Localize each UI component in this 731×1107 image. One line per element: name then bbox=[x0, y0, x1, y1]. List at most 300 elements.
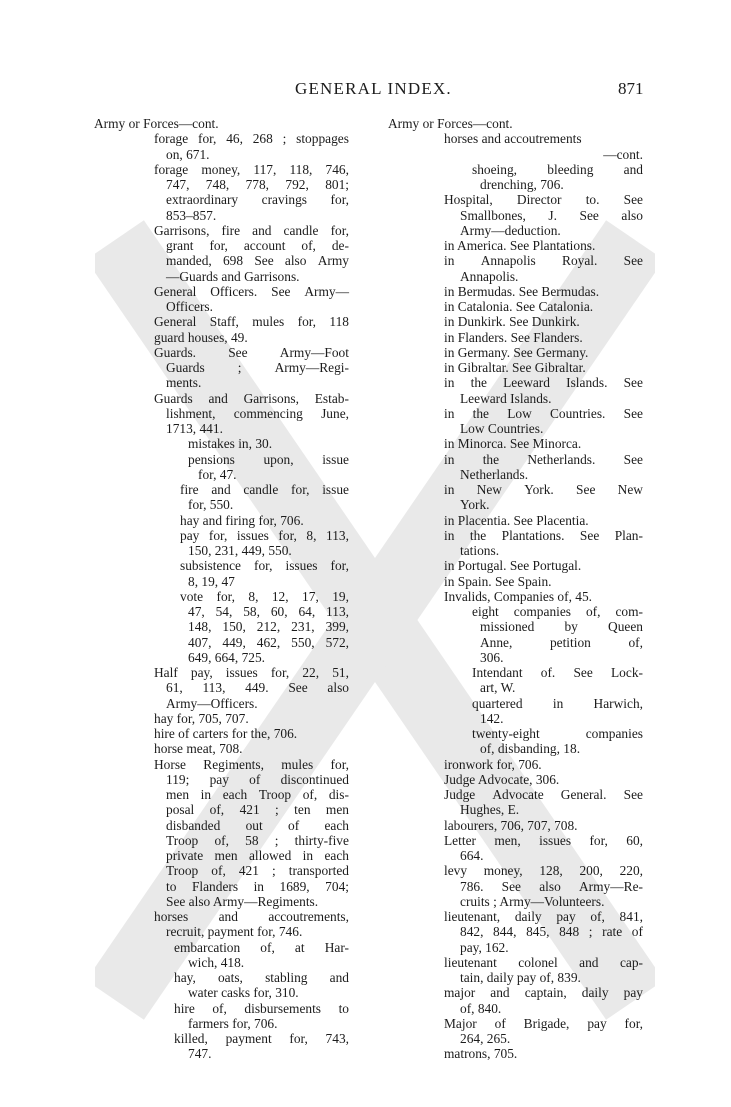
index-text: in America. See Plantations. bbox=[444, 238, 596, 253]
index-word: the bbox=[469, 527, 487, 543]
index-word: by bbox=[564, 619, 578, 635]
index-word: daily bbox=[581, 985, 609, 1001]
index-word: for, bbox=[330, 192, 349, 208]
index-word: J. bbox=[548, 207, 557, 223]
index-line bbox=[94, 604, 349, 619]
index-word: 47, bbox=[188, 604, 205, 619]
index-word: 58, bbox=[243, 604, 260, 619]
index-word: vote bbox=[180, 588, 204, 604]
index-word: of. bbox=[540, 665, 556, 680]
index-word: commencing bbox=[233, 405, 303, 421]
index-line bbox=[94, 772, 349, 787]
index-line bbox=[388, 558, 643, 573]
index-text: guard houses, 49. bbox=[154, 329, 248, 345]
index-text: 1713, 441. bbox=[166, 421, 223, 436]
index-word: for, bbox=[254, 558, 273, 574]
index-line bbox=[94, 924, 349, 939]
index-word: transported bbox=[288, 863, 349, 879]
index-word: ; bbox=[282, 131, 287, 147]
index-word: 58 bbox=[245, 832, 259, 848]
index-word: in bbox=[302, 848, 314, 863]
index-word: Army—Foot bbox=[279, 344, 349, 360]
index-word: in bbox=[444, 253, 455, 269]
index-line bbox=[94, 360, 349, 375]
index-word: Advocate bbox=[492, 787, 544, 802]
index-line bbox=[94, 238, 349, 253]
index-text: in Minorca. See Minorca. bbox=[444, 436, 582, 452]
index-word: 8, bbox=[248, 588, 259, 604]
index-line bbox=[388, 208, 643, 223]
index-line bbox=[94, 406, 349, 421]
index-text: in Bermudas. See Bermudas. bbox=[444, 283, 600, 299]
index-word: each bbox=[324, 848, 349, 863]
index-word: oats, bbox=[217, 970, 243, 985]
index-text: Invalids, Companies of, 45. bbox=[444, 588, 593, 604]
index-line bbox=[388, 589, 643, 604]
index-text: of, 840. bbox=[460, 1000, 502, 1016]
index-word: grant bbox=[166, 238, 194, 253]
index-word: 54, bbox=[215, 604, 233, 619]
index-word: 746, bbox=[325, 161, 349, 177]
index-text: mistakes in, 30. bbox=[188, 436, 273, 452]
index-word: Estab- bbox=[314, 390, 349, 406]
index-word: See bbox=[623, 451, 643, 467]
index-word: 119; bbox=[166, 771, 190, 787]
index-word: money, bbox=[483, 863, 523, 879]
index-word: payment bbox=[225, 1031, 272, 1046]
index-line bbox=[388, 802, 643, 817]
index-line bbox=[388, 421, 643, 436]
index-line bbox=[94, 299, 349, 314]
index-line bbox=[388, 162, 643, 177]
index-line bbox=[94, 818, 349, 833]
index-text: on, 671. bbox=[166, 146, 210, 162]
index-line bbox=[94, 574, 349, 589]
index-word: and bbox=[623, 161, 643, 177]
index-text: Army or Forces—cont. bbox=[94, 116, 219, 131]
index-text: Army or Forces—cont. bbox=[388, 116, 513, 131]
index-word: of, bbox=[211, 863, 226, 879]
index-word: Army—Regi- bbox=[274, 360, 349, 375]
index-word: See bbox=[271, 283, 291, 299]
index-word: 19, bbox=[332, 588, 349, 604]
index-text: farmers for, 706. bbox=[188, 1015, 278, 1031]
index-word: See bbox=[623, 253, 643, 269]
index-word: 449. bbox=[245, 680, 269, 696]
index-word: Smallbones, bbox=[460, 207, 526, 223]
index-text: recruit, payment for, 746. bbox=[166, 924, 303, 940]
index-line bbox=[94, 619, 349, 634]
index-line bbox=[388, 436, 643, 451]
index-line bbox=[388, 833, 643, 848]
index-word: pay bbox=[587, 1015, 607, 1031]
index-line bbox=[388, 696, 643, 711]
index-line bbox=[94, 1046, 349, 1061]
index-word: major bbox=[444, 985, 476, 1001]
index-word: 801; bbox=[325, 177, 349, 192]
index-line bbox=[94, 955, 349, 970]
index-word: bleeding bbox=[547, 161, 594, 177]
index-word: ; bbox=[237, 360, 242, 375]
index-line bbox=[388, 116, 643, 131]
index-word: out bbox=[245, 817, 263, 833]
index-column-right bbox=[388, 116, 643, 1062]
index-word: petition bbox=[549, 634, 591, 650]
index-line bbox=[94, 711, 349, 726]
index-line bbox=[94, 909, 349, 924]
index-line bbox=[94, 131, 349, 146]
index-line bbox=[388, 1046, 643, 1061]
index-word: the bbox=[482, 451, 500, 467]
index-word: pay bbox=[623, 985, 643, 1001]
index-word: New bbox=[476, 482, 502, 497]
index-word: 64, bbox=[298, 604, 316, 619]
index-text: Army—Officers. bbox=[166, 695, 258, 711]
index-line bbox=[388, 955, 643, 970]
index-line bbox=[94, 375, 349, 390]
index-word: also bbox=[621, 207, 643, 223]
index-line bbox=[388, 482, 643, 497]
index-line bbox=[388, 543, 643, 558]
index-word: Half bbox=[154, 665, 178, 680]
index-line bbox=[94, 223, 349, 238]
index-line bbox=[388, 726, 643, 741]
index-word: men bbox=[166, 787, 190, 802]
index-line bbox=[388, 345, 643, 360]
index-word: for, bbox=[330, 222, 349, 238]
index-word: com- bbox=[615, 604, 643, 619]
index-word: issues bbox=[539, 832, 572, 848]
index-text: Officers. bbox=[166, 299, 213, 314]
index-word: of, bbox=[585, 604, 601, 619]
index-text: Leeward Islands. bbox=[460, 390, 552, 406]
index-word: in bbox=[444, 482, 455, 497]
index-word: See bbox=[228, 344, 248, 360]
index-word: 848 bbox=[559, 924, 580, 940]
index-line bbox=[94, 757, 349, 772]
index-word: Troop bbox=[166, 832, 199, 848]
index-word: Director bbox=[516, 192, 562, 208]
index-word: for, bbox=[330, 558, 349, 574]
index-line bbox=[94, 269, 349, 284]
index-word: 113, bbox=[202, 680, 226, 696]
index-word: and bbox=[252, 222, 272, 238]
index-word: 22, bbox=[302, 665, 320, 680]
index-text: hay and firing for, 706. bbox=[180, 512, 304, 528]
index-word: of bbox=[631, 924, 643, 940]
index-word: Plan- bbox=[614, 527, 643, 543]
index-word: companies bbox=[513, 604, 572, 619]
index-word: of bbox=[249, 771, 261, 787]
index-line bbox=[94, 528, 349, 543]
index-word: of, bbox=[628, 634, 643, 650]
index-text: —Guards and Garrisons. bbox=[166, 268, 300, 284]
index-line bbox=[94, 833, 349, 848]
index-line bbox=[388, 772, 643, 787]
index-word: 845, bbox=[526, 924, 550, 940]
index-word: rate bbox=[602, 924, 623, 940]
index-word: Army— bbox=[304, 283, 349, 299]
index-word: 572, bbox=[325, 634, 349, 650]
index-word: 449, bbox=[222, 634, 246, 650]
index-word: at bbox=[294, 939, 305, 955]
index-word: in bbox=[444, 375, 455, 391]
index-text: drenching, 706. bbox=[480, 177, 564, 192]
index-word: stoppages bbox=[296, 131, 349, 147]
index-line bbox=[94, 589, 349, 604]
index-word: and bbox=[211, 482, 231, 497]
index-word: See bbox=[623, 787, 643, 802]
index-word: in bbox=[444, 451, 455, 467]
index-text: horses and accoutrements bbox=[444, 131, 582, 147]
index-word: missioned bbox=[480, 619, 535, 635]
index-word: 748, bbox=[205, 177, 230, 192]
index-line bbox=[388, 497, 643, 512]
index-line bbox=[94, 879, 349, 894]
index-word: General bbox=[154, 283, 197, 299]
index-word: shoeing, bbox=[472, 161, 518, 177]
index-line bbox=[388, 985, 643, 1000]
index-line bbox=[388, 863, 643, 878]
index-line bbox=[94, 192, 349, 207]
index-line bbox=[94, 543, 349, 558]
index-line bbox=[388, 223, 643, 238]
index-line bbox=[388, 467, 643, 482]
index-line bbox=[94, 650, 349, 665]
index-line bbox=[388, 574, 643, 589]
index-word: See bbox=[254, 253, 274, 269]
index-line bbox=[388, 375, 643, 390]
index-text: for, 47. bbox=[198, 466, 237, 482]
index-text: 649, 664, 725. bbox=[188, 649, 265, 665]
index-word: hay, bbox=[174, 970, 196, 985]
index-word: posal bbox=[166, 802, 195, 818]
index-word: 118 bbox=[329, 314, 349, 330]
index-text: —cont. bbox=[603, 146, 643, 162]
index-text: Hughes, E. bbox=[460, 802, 520, 818]
index-word: discontinued bbox=[280, 771, 349, 787]
index-line bbox=[388, 635, 643, 650]
index-word: 150, bbox=[222, 619, 246, 635]
index-line bbox=[388, 680, 643, 695]
index-line bbox=[94, 162, 349, 177]
index-line bbox=[94, 482, 349, 497]
index-word: 704; bbox=[325, 878, 349, 894]
index-line bbox=[388, 314, 643, 329]
index-word: Brigade, bbox=[523, 1015, 570, 1031]
index-word: Royal. bbox=[562, 253, 598, 269]
index-word: Plantations. bbox=[501, 527, 565, 543]
index-text: art, W. bbox=[480, 680, 516, 696]
index-text: in Catalonia. See Catalonia. bbox=[444, 299, 594, 314]
index-line bbox=[388, 528, 643, 543]
index-word: See bbox=[576, 482, 596, 497]
index-word: Army bbox=[317, 253, 349, 269]
index-text: hire of carters for the, 706. bbox=[154, 726, 298, 741]
page-title: GENERAL INDEX. bbox=[295, 79, 452, 98]
index-word: 421 bbox=[238, 863, 259, 879]
index-word: daily bbox=[514, 909, 542, 924]
index-word: June, bbox=[321, 405, 349, 421]
index-word: horses bbox=[154, 909, 189, 924]
index-line bbox=[388, 787, 643, 802]
index-word: Garrisons, bbox=[243, 390, 299, 406]
index-line bbox=[388, 177, 643, 192]
index-word: 1689, bbox=[279, 878, 310, 894]
index-word: disbanded bbox=[166, 817, 221, 833]
index-word: 60, bbox=[270, 604, 288, 619]
index-word: Queen bbox=[608, 619, 643, 635]
index-line bbox=[388, 665, 643, 680]
index-line bbox=[388, 970, 643, 985]
index-word: men, bbox=[494, 832, 521, 848]
index-word: each bbox=[324, 817, 349, 833]
page-number: 871 bbox=[618, 79, 644, 98]
index-text: horse meat, 708. bbox=[154, 741, 243, 757]
index-line bbox=[388, 924, 643, 939]
index-word: York. bbox=[524, 482, 554, 497]
index-text: water casks for, 310. bbox=[188, 985, 299, 1001]
index-line bbox=[94, 741, 349, 756]
index-word: and bbox=[579, 954, 599, 970]
index-line bbox=[388, 909, 643, 924]
index-word: hire bbox=[174, 1000, 195, 1016]
index-word: and bbox=[218, 909, 238, 924]
index-line bbox=[94, 635, 349, 650]
index-line bbox=[388, 1001, 643, 1016]
index-word: the bbox=[470, 375, 487, 391]
index-word: for, bbox=[289, 1031, 308, 1046]
index-line bbox=[94, 1001, 349, 1016]
index-line bbox=[94, 696, 349, 711]
index-word: each bbox=[222, 787, 248, 802]
index-word: men bbox=[214, 848, 238, 863]
index-word: Flanders bbox=[191, 878, 239, 894]
index-word: in bbox=[200, 787, 212, 802]
index-text: 264, 265. bbox=[460, 1031, 511, 1046]
index-word: for, bbox=[278, 527, 297, 543]
index-line bbox=[94, 177, 349, 192]
index-word: stabling bbox=[265, 970, 308, 985]
index-word: of, bbox=[302, 787, 318, 802]
index-word: accoutrements, bbox=[268, 909, 349, 924]
index-word: 407, bbox=[188, 634, 212, 650]
index-line bbox=[94, 1016, 349, 1031]
index-word: and bbox=[490, 985, 510, 1001]
index-text: labourers, 706, 707, 708. bbox=[444, 817, 578, 833]
index-line bbox=[388, 284, 643, 299]
index-line bbox=[94, 1031, 349, 1046]
index-word: for, bbox=[624, 1015, 643, 1031]
index-text: Army—deduction. bbox=[460, 222, 561, 238]
index-word: twenty-eight bbox=[472, 726, 540, 741]
index-line bbox=[388, 192, 643, 207]
index-text: 747. bbox=[188, 1046, 212, 1062]
index-word: also bbox=[284, 253, 307, 269]
index-word: colonel bbox=[518, 954, 558, 970]
index-word: mules bbox=[281, 756, 314, 772]
index-word: Troop bbox=[166, 863, 199, 879]
index-word: also bbox=[327, 680, 349, 696]
index-word: of, bbox=[214, 832, 229, 848]
index-text: See also Army—Regiments. bbox=[166, 893, 319, 909]
index-line bbox=[388, 619, 643, 634]
index-word: Army—Re- bbox=[579, 878, 643, 894]
index-word: Regiments, bbox=[203, 756, 264, 772]
index-text: of, disbanding, 18. bbox=[480, 741, 581, 757]
index-word: forage bbox=[154, 161, 189, 177]
index-text: pay, 162. bbox=[460, 939, 509, 955]
index-text: in Flanders. See Flanders. bbox=[444, 329, 583, 345]
index-word: embarcation bbox=[174, 939, 241, 955]
index-text: for, 550. bbox=[188, 497, 234, 513]
index-word: lieutenant bbox=[444, 954, 497, 970]
index-word: in bbox=[444, 527, 455, 543]
index-word: pensions bbox=[188, 451, 235, 467]
index-word: of bbox=[494, 1015, 506, 1031]
index-word: pay, bbox=[190, 665, 213, 680]
index-line bbox=[94, 848, 349, 863]
index-word: Low bbox=[507, 405, 532, 421]
index-word: to bbox=[338, 1000, 349, 1016]
index-word: Staff, bbox=[209, 314, 239, 330]
index-word: companies bbox=[585, 726, 643, 741]
index-word: private bbox=[166, 848, 204, 863]
index-word: of, bbox=[590, 909, 605, 924]
index-word: upon, bbox=[263, 451, 294, 467]
page-header bbox=[0, 79, 731, 103]
index-text: Annapolis. bbox=[460, 268, 519, 284]
index-word: See bbox=[623, 405, 643, 421]
index-word: 8, bbox=[306, 527, 317, 543]
index-word: See bbox=[573, 665, 593, 680]
index-word: for, bbox=[270, 665, 290, 680]
index-line bbox=[94, 513, 349, 528]
index-word: issue bbox=[322, 482, 349, 497]
index-word: ; bbox=[274, 832, 279, 848]
index-text: in Portugal. See Portugal. bbox=[444, 558, 582, 574]
index-text: in Dunkirk. See Dunkirk. bbox=[444, 314, 580, 330]
index-line bbox=[388, 1031, 643, 1046]
index-word: Guards. bbox=[154, 344, 197, 360]
index-word: 399, bbox=[325, 619, 349, 635]
index-word: lieutenant, bbox=[444, 909, 501, 924]
index-word: of, bbox=[301, 238, 316, 253]
index-word: General. bbox=[560, 787, 607, 802]
index-word: in bbox=[444, 405, 455, 421]
index-word: See bbox=[579, 207, 599, 223]
index-word: cravings bbox=[261, 192, 308, 208]
index-line bbox=[94, 894, 349, 909]
index-text: ironwork for, 706. bbox=[444, 756, 542, 772]
index-line bbox=[94, 345, 349, 360]
index-line bbox=[388, 894, 643, 909]
index-word: pay bbox=[556, 909, 576, 924]
index-text: Low Countries. bbox=[460, 421, 544, 436]
index-word: 220, bbox=[619, 863, 643, 879]
index-word: Guards bbox=[154, 390, 193, 406]
index-word: 268 bbox=[252, 131, 273, 147]
index-word: 841, bbox=[619, 909, 643, 924]
index-line bbox=[94, 116, 349, 131]
index-word: extraordinary bbox=[166, 192, 239, 208]
index-word: Netherlands. bbox=[527, 451, 596, 467]
index-word: Troop bbox=[258, 787, 292, 802]
index-line bbox=[388, 940, 643, 955]
index-line bbox=[94, 147, 349, 162]
index-line bbox=[388, 513, 643, 528]
index-line bbox=[388, 360, 643, 375]
